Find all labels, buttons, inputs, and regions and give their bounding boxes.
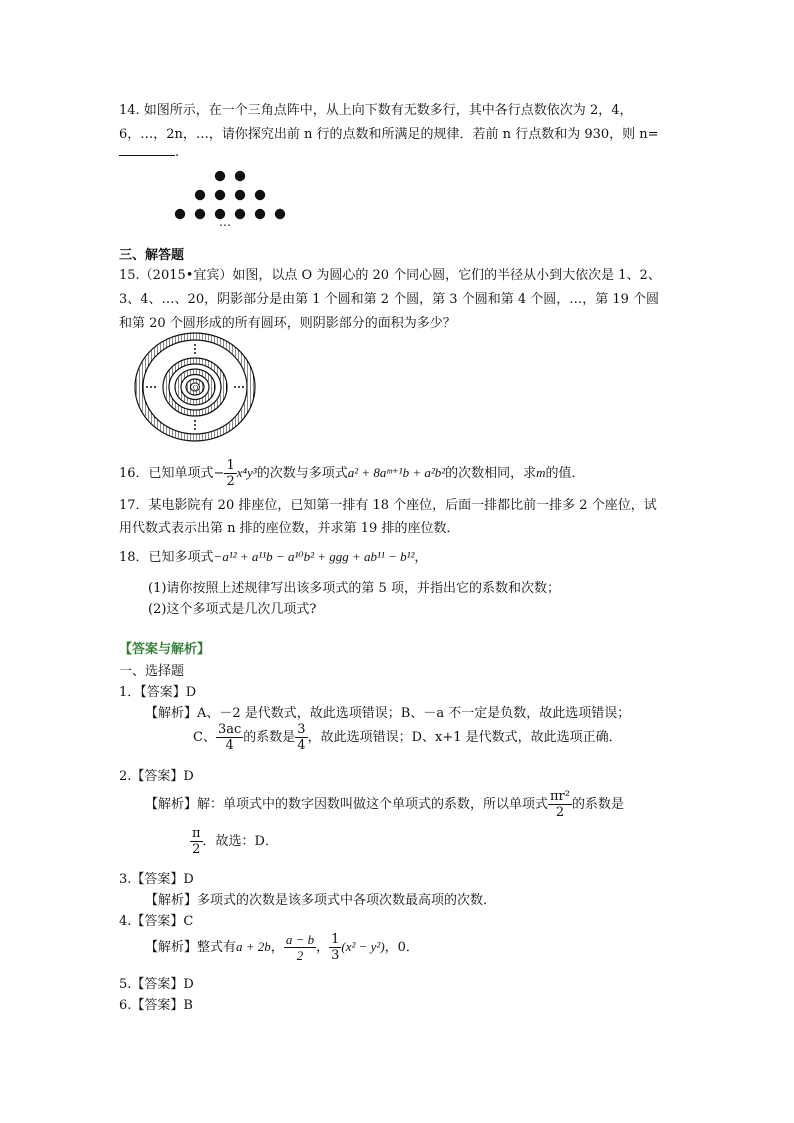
- triangle-dot: [175, 209, 185, 219]
- section-title-3: 三、解答题: [119, 248, 185, 263]
- answer-1-line1: 【解析】A、－2 是代数式，故此选项错误；B、－a 不一定是负数，故此选项错误；: [145, 706, 631, 721]
- q16-pre: 16．已知单项式: [119, 466, 214, 481]
- answer-1-line2: C、 $\frac{3ac}{4}$ 的系数是 $\frac{3}{4}$ ，故此选项错误；D、x+1 是代数式，故此选项正确．: [193, 722, 622, 753]
- answer-blank: [119, 144, 175, 156]
- q18-sub1: (1)请你按照上述规律写出该多项式的第 5 项，并指出它的系数和次数；: [148, 581, 560, 596]
- q16-line: [119, 458, 585, 489]
- triangle-dot: [255, 190, 265, 200]
- q14-line2: 6，…，2n，…，请你探究出前 n 行的点数和所满足的规律．若前 n 行点数和为 930，则 n=: [119, 127, 659, 142]
- a2-fraction-2: $\frac{\pi}{2}$: [192, 826, 201, 857]
- q16-mid: 的次数与多项式: [256, 466, 348, 481]
- q15-line1: 15.（2015•宜宾）如图，以点 O 为圆心的 20 个同心圆，它们的半径从小到大依次是 1、2、: [119, 268, 661, 283]
- concentric-circles-figure: [133, 331, 257, 443]
- a1-fraction: $\frac{3ac}{4}$: [217, 722, 242, 753]
- triangle-dot: [195, 209, 205, 219]
- answer-1-head: 1．【答案】D: [119, 685, 197, 700]
- q17-line2: 用代数式表示出第 n 排的座位数，并求第 19 排的座位数．: [119, 521, 460, 536]
- q17-line1: 17．某电影院有 20 排座位，已知第一排有 18 个座位，后面一排都比前一排多 2 个座位，试: [119, 498, 657, 513]
- answers-title: 【答案与解析】: [119, 642, 211, 657]
- answer-4-line1: 【解析】整式有a + 2b， $\frac{a - b}{2}$ ， $\frac{1}{3}$ (x² − y²)，0．: [145, 932, 419, 963]
- triangle-dot: [235, 171, 245, 181]
- answer-2-line2: $\frac{\pi}{2}$ ．故选：D．: [192, 826, 278, 857]
- answer-2-line1: 【解析】解：单项式中的数字因数叫做这个单项式的系数，所以单项式 $\frac{\text{πr²}}{2}$ 的系数是: [145, 789, 625, 820]
- q16-var: m: [536, 465, 546, 480]
- q16-monomial: x⁴y³: [236, 465, 257, 480]
- center-label: O: [193, 384, 199, 392]
- q15-line2: 3、4、…、20，阴影部分是由第 1 个圆和第 2 个圆，第 3 个圆和第 4 个圆，…，第 19 个圆: [119, 292, 660, 307]
- q18-polynomial: −a¹² + a¹¹b − a¹⁰b² + ggg + ab¹¹ − b¹²: [213, 549, 415, 564]
- q18-end: ，: [414, 550, 428, 565]
- q18-line: [119, 546, 427, 565]
- triangle-dot: [215, 171, 225, 181]
- q14-line3: [119, 144, 179, 160]
- q16-neg: −: [213, 466, 225, 481]
- answer-5-head: 5.【答案】D: [119, 977, 194, 992]
- answer-6-head: 6.【答案】B: [119, 998, 193, 1013]
- q15-line3: 和第 20 个圆形成的所有圆环，则阴影部分的面积为多少？: [119, 316, 456, 331]
- triangle-dot: [215, 190, 225, 200]
- a4-fraction-2: $\frac{1}{3}$: [331, 932, 340, 963]
- q16-post: 的次数相同，求: [445, 466, 537, 481]
- answers-section-1: 一、选择题: [119, 664, 185, 679]
- q16-fraction: $\frac{1}{2}$: [226, 458, 235, 489]
- a2-fraction: $\frac{\text{πr²}}{2}$: [550, 789, 570, 820]
- triangle-dot: [235, 190, 245, 200]
- q14-line1: 14. 如图所示，在一个三角点阵中，从上向下数有无数多行，其中各行点数依次为 2，4，: [119, 103, 633, 118]
- a4-fraction: $\frac{a - b}{2}$: [285, 932, 315, 963]
- q18-pre: 18．已知多项式: [119, 550, 214, 565]
- triangle-dot: [275, 209, 285, 219]
- a1-fraction-2: $\frac{3}{4}$: [297, 722, 306, 753]
- answer-3-head: 3.【答案】D: [119, 872, 194, 887]
- triangle-dot: [235, 209, 245, 219]
- triangle-dot: [195, 190, 205, 200]
- answer-4-head: 4.【答案】C: [119, 914, 194, 929]
- answer-3-line1: 【解析】多项式的次数是该多项式中各项次数最高项的次数．: [145, 893, 497, 908]
- answer-2-head: 2.【答案】D: [119, 769, 194, 784]
- q14-period: .: [175, 145, 180, 160]
- q18-sub2: (2)这个多项式是几次几项式?: [148, 602, 317, 617]
- dots-ellipsis: …: [219, 215, 231, 229]
- q16-polynomial: a² + 8aᵐ⁺¹b + a²b²: [347, 465, 446, 480]
- triangle-dot: [255, 209, 265, 219]
- q16-end: 的值．: [545, 466, 585, 481]
